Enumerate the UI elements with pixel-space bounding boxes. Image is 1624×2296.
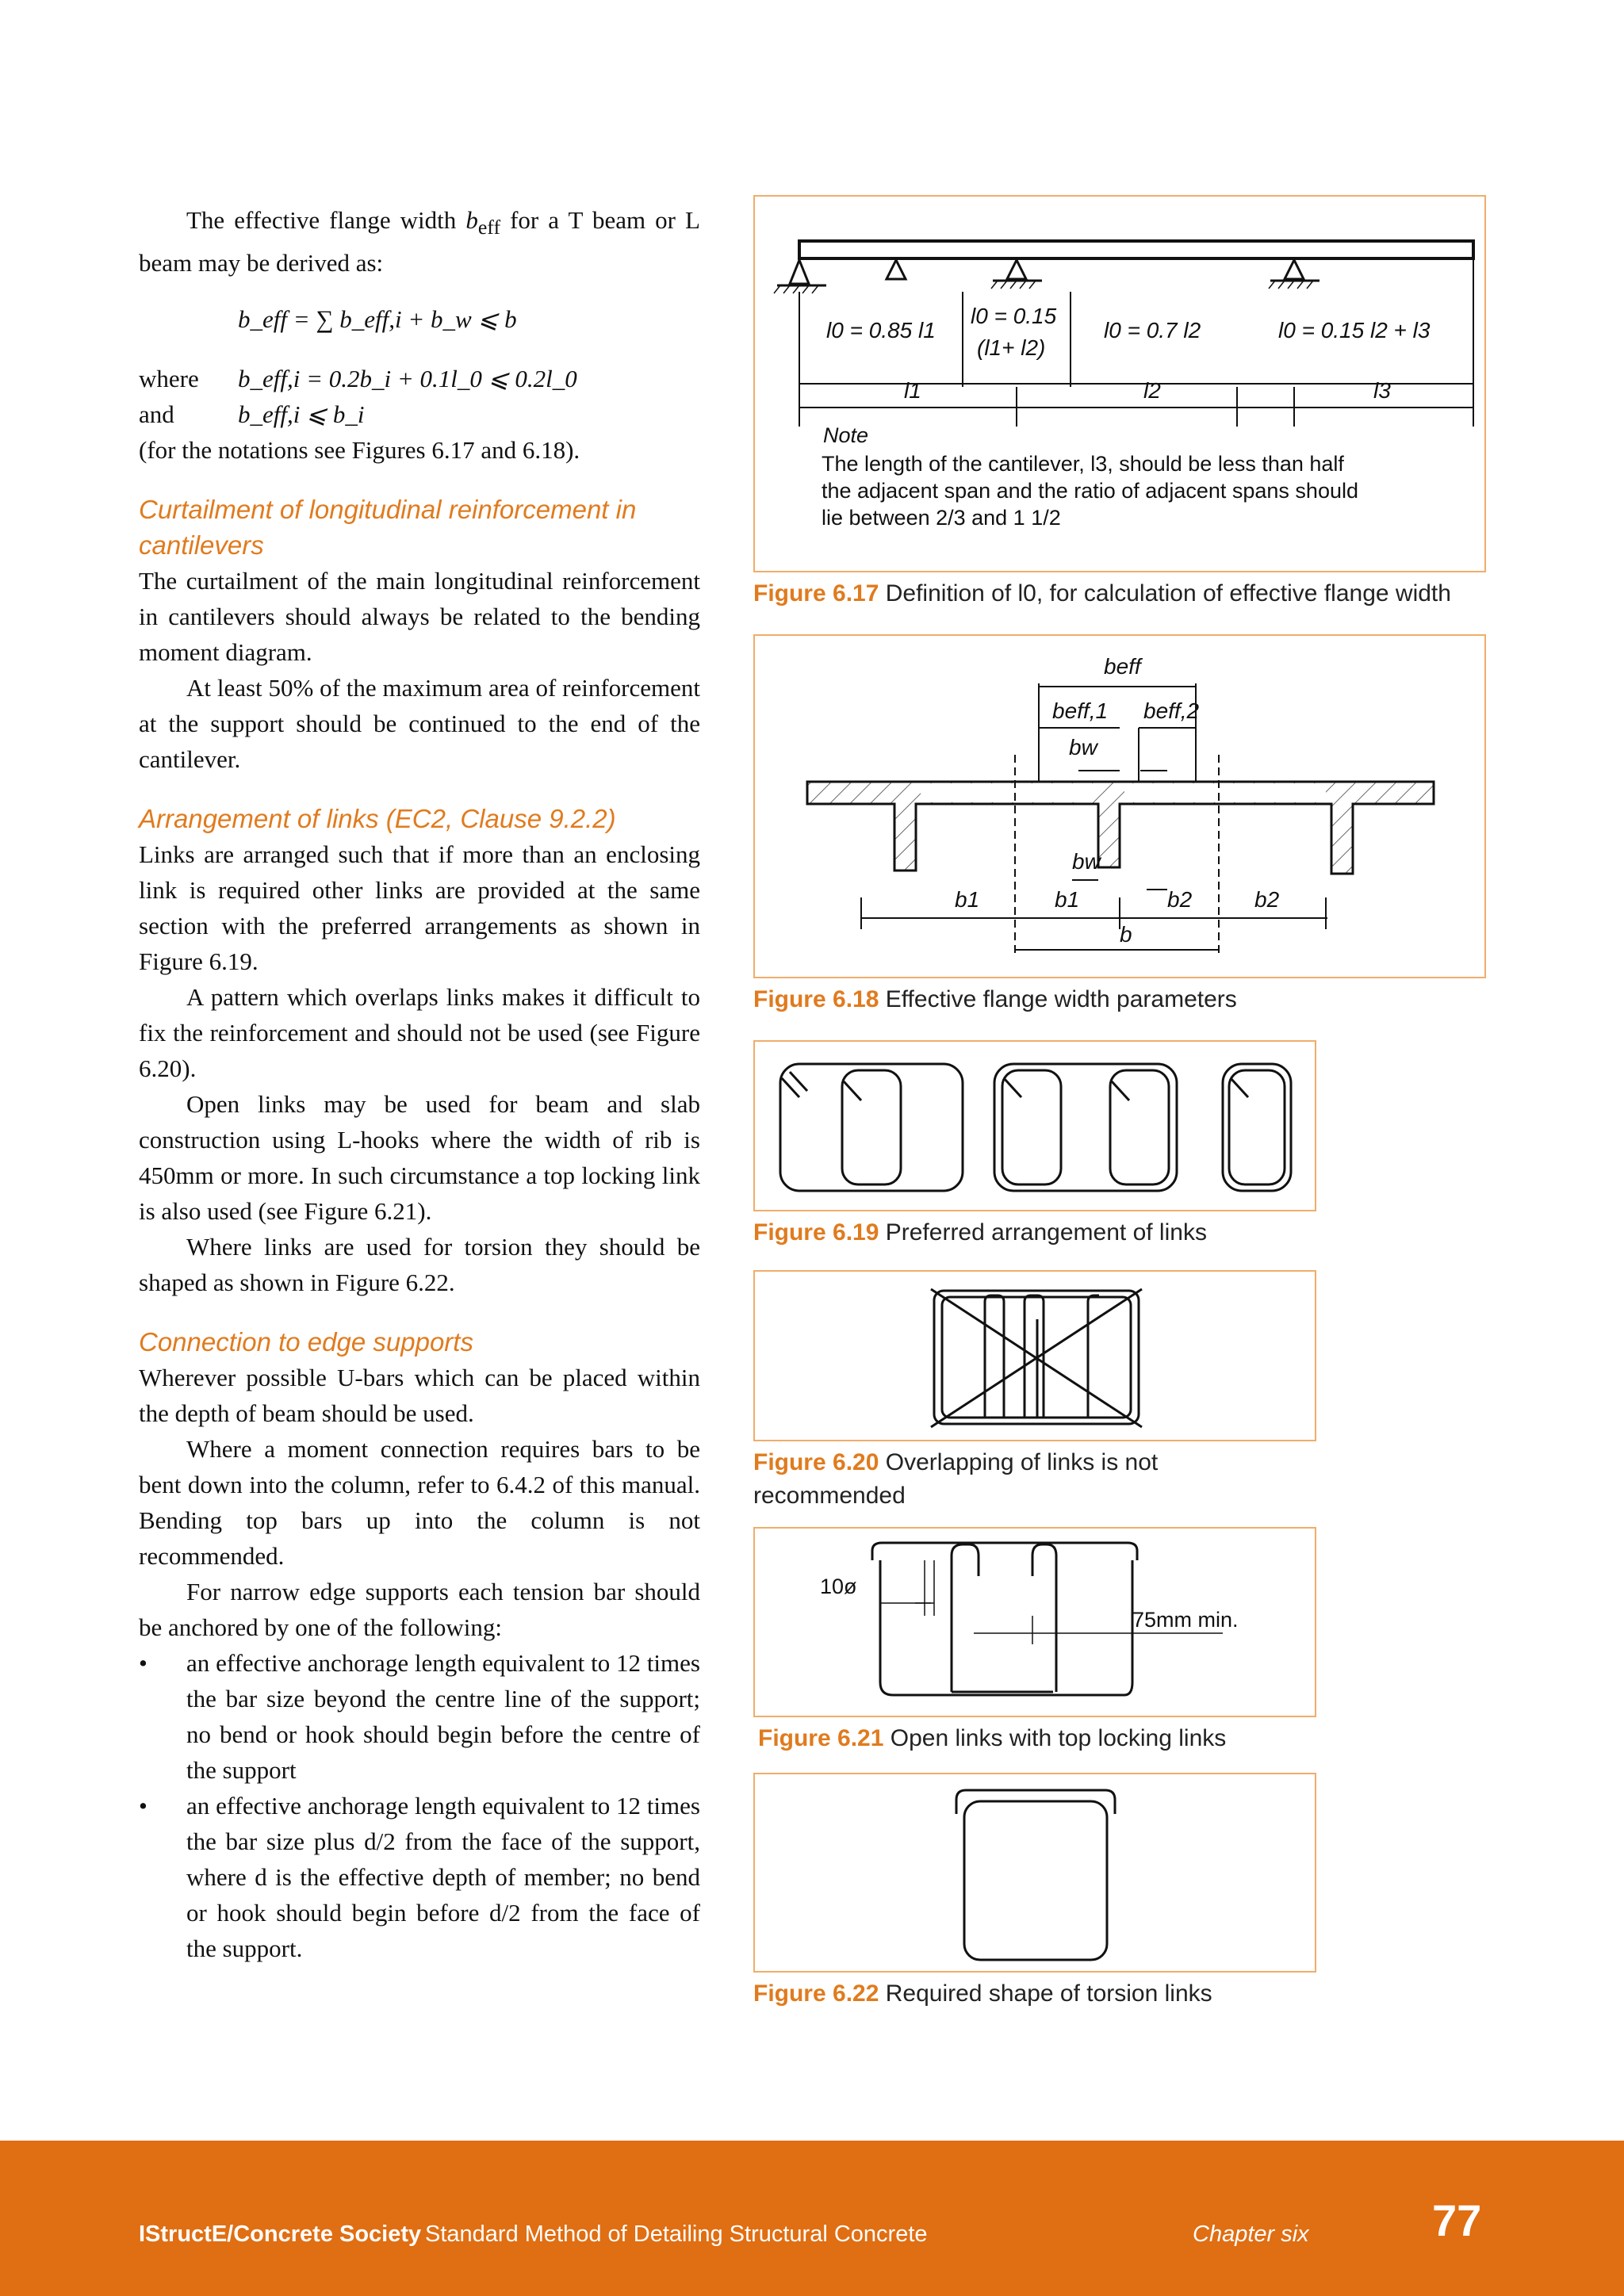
figure-label: l3 [1373,378,1391,403]
figure-6-19-diagram [755,1042,1318,1213]
figure-label: 10ø [820,1575,857,1598]
page-number: 77 [1432,2195,1482,2245]
figure-label: l0 = 0.15 [971,304,1057,328]
heading-edge-supports: Connection to edge supports [139,1327,473,1357]
note-line: The length of the cantilever, l3, should be less than half [822,452,1344,476]
list-item: • an effective anchorage length equivalent to 12 times the bar size plus d/2 from the face of the support, where d is the effective depth of member; no bend or hook should begin before d/2 from the face of the support. [139,1788,700,1966]
figure-label: b1 [1055,887,1080,912]
figure-6-18-frame [753,634,1486,978]
footer-publisher: IStructE/Concrete Society [139,2221,422,2247]
paragraph: Where a moment connection requires bars to be bent down into the column, refer to 6.4.2 of this manual. Bending top bars up into the column is not recommended. [139,1435,700,1571]
paragraph: Open links may be used for beam and slab construction using L-hooks where the width of rib is 450mm or more. In such circumstance a top locking link is also used (see Figure 6.21). [139,1090,700,1226]
figure-label: b [1120,922,1132,947]
figure-label: l2 [1143,378,1161,403]
intro-paragraph: The effective flange width $b_{eff}$ for a T beam or L beam may be derived as: [139,206,700,277]
figure-6-19-frame [753,1040,1316,1211]
body-text-column [139,202,700,1966]
figure-6-22-caption: Figure 6.22 Required shape of torsion links [753,1980,1212,2007]
page-footer [0,2141,1624,2296]
figure-label: b1 [955,887,980,912]
figure-6-17-frame [753,195,1486,572]
paragraph: For narrow edge supports each tension bar should be anchored by one of the following: [139,1578,700,1642]
and-label: and [139,400,174,429]
figure-label: beff,1 [1052,698,1109,723]
figure-6-21-caption: Figure 6.21 Open links with top locking links [758,1725,1227,1751]
figure-label: b2 [1167,887,1193,912]
figure-6-17-caption: Figure 6.17 Definition of l0, for calculation of effective flange width [753,580,1451,607]
list-item: • an effective anchorage length equivalent to 12 times the bar size beyond the centre line of the support; no bend or hook should begin before the centre of the support [139,1645,700,1788]
figure-label: l0 = 0.7 l2 [1104,318,1201,342]
note-line: the adjacent span and the ratio of adjacent spans should [822,479,1358,503]
figure-6-22-diagram [755,1774,1318,1974]
figure-label: bw [1072,849,1101,874]
figure-label: l0 = 0.15 l2 + l3 [1278,318,1431,342]
bullet-icon: • [139,1792,147,1820]
note-line: lie between 2/3 and 1 1/2 [822,506,1061,530]
figure-6-20-frame [753,1270,1316,1441]
formula-definitions [139,361,577,432]
figure-label: l1 [904,378,921,403]
figure-6-18-diagram [755,636,1488,980]
figure-6-21-frame [753,1527,1316,1717]
footer-title: Standard Method of Detailing Structural Concrete [425,2221,928,2247]
figure-6-20-diagram [755,1272,1318,1443]
anchorage-list [139,1645,700,1966]
figure-label: beff,2 [1143,698,1200,723]
figure-label: bw [1069,735,1097,760]
figure-6-18-caption: Figure 6.18 Effective flange width parameters [753,986,1237,1012]
notation-note: (for the notations see Figures 6.17 and 6.18). [139,436,580,465]
paragraph: Where links are used for torsion they should be shaped as shown in Figure 6.22. [139,1233,700,1297]
paragraph: Links are arranged such that if more than an enclosing link is required other links are provided at the same section with the preferred arrangements as shown in Figure 6.19. [139,840,700,976]
figure-6-20-caption: Figure 6.20 Overlapping of links is not recommended [753,1449,1159,1509]
bullet-icon: • [139,1649,147,1678]
note-title: Note [823,423,869,447]
formula-beff: b_eff = ∑ b_eff,i + b_w ⩽ b [238,305,517,334]
figure-label: (l1+ l2) [977,335,1046,360]
where-label: where [139,365,199,393]
figure-label: 75mm min. [1132,1608,1239,1632]
heading-links: Arrangement of links (EC2, Clause 9.2.2) [139,804,616,834]
figure-6-19-caption: Figure 6.19 Preferred arrangement of links [753,1219,1207,1246]
paragraph: The curtailment of the main longitudinal reinforcement in cantilevers should always be related to the bending moment diagram. [139,567,700,667]
footer-chapter: Chapter six [1193,2221,1309,2247]
where-expression: b_eff,i = 0.2b_i + 0.1l_0 ⩽ 0.2l_0 [238,365,577,393]
paragraph: A pattern which overlaps links makes it difficult to fix the reinforcement and should not be used (see Figure 6.20). [139,983,700,1083]
paragraph: At least 50% of the maximum area of reinforcement at the support should be continued to the end of the cantilever. [139,674,700,774]
figure-label: l0 = 0.85 l1 [826,318,936,342]
figure-6-21-diagram [755,1529,1318,1719]
figure-6-22-frame [753,1773,1316,1973]
figure-6-17-diagram [755,197,1488,574]
and-expression: b_eff,i ⩽ b_i [238,400,365,429]
paragraph: Wherever possible U-bars which can be placed within the depth of beam should be used. [139,1364,700,1428]
figure-label: b2 [1254,887,1280,912]
heading-curtailment: Curtailment of longitudinal reinforcement in cantilevers [139,495,637,561]
figure-label: beff [1104,654,1141,679]
